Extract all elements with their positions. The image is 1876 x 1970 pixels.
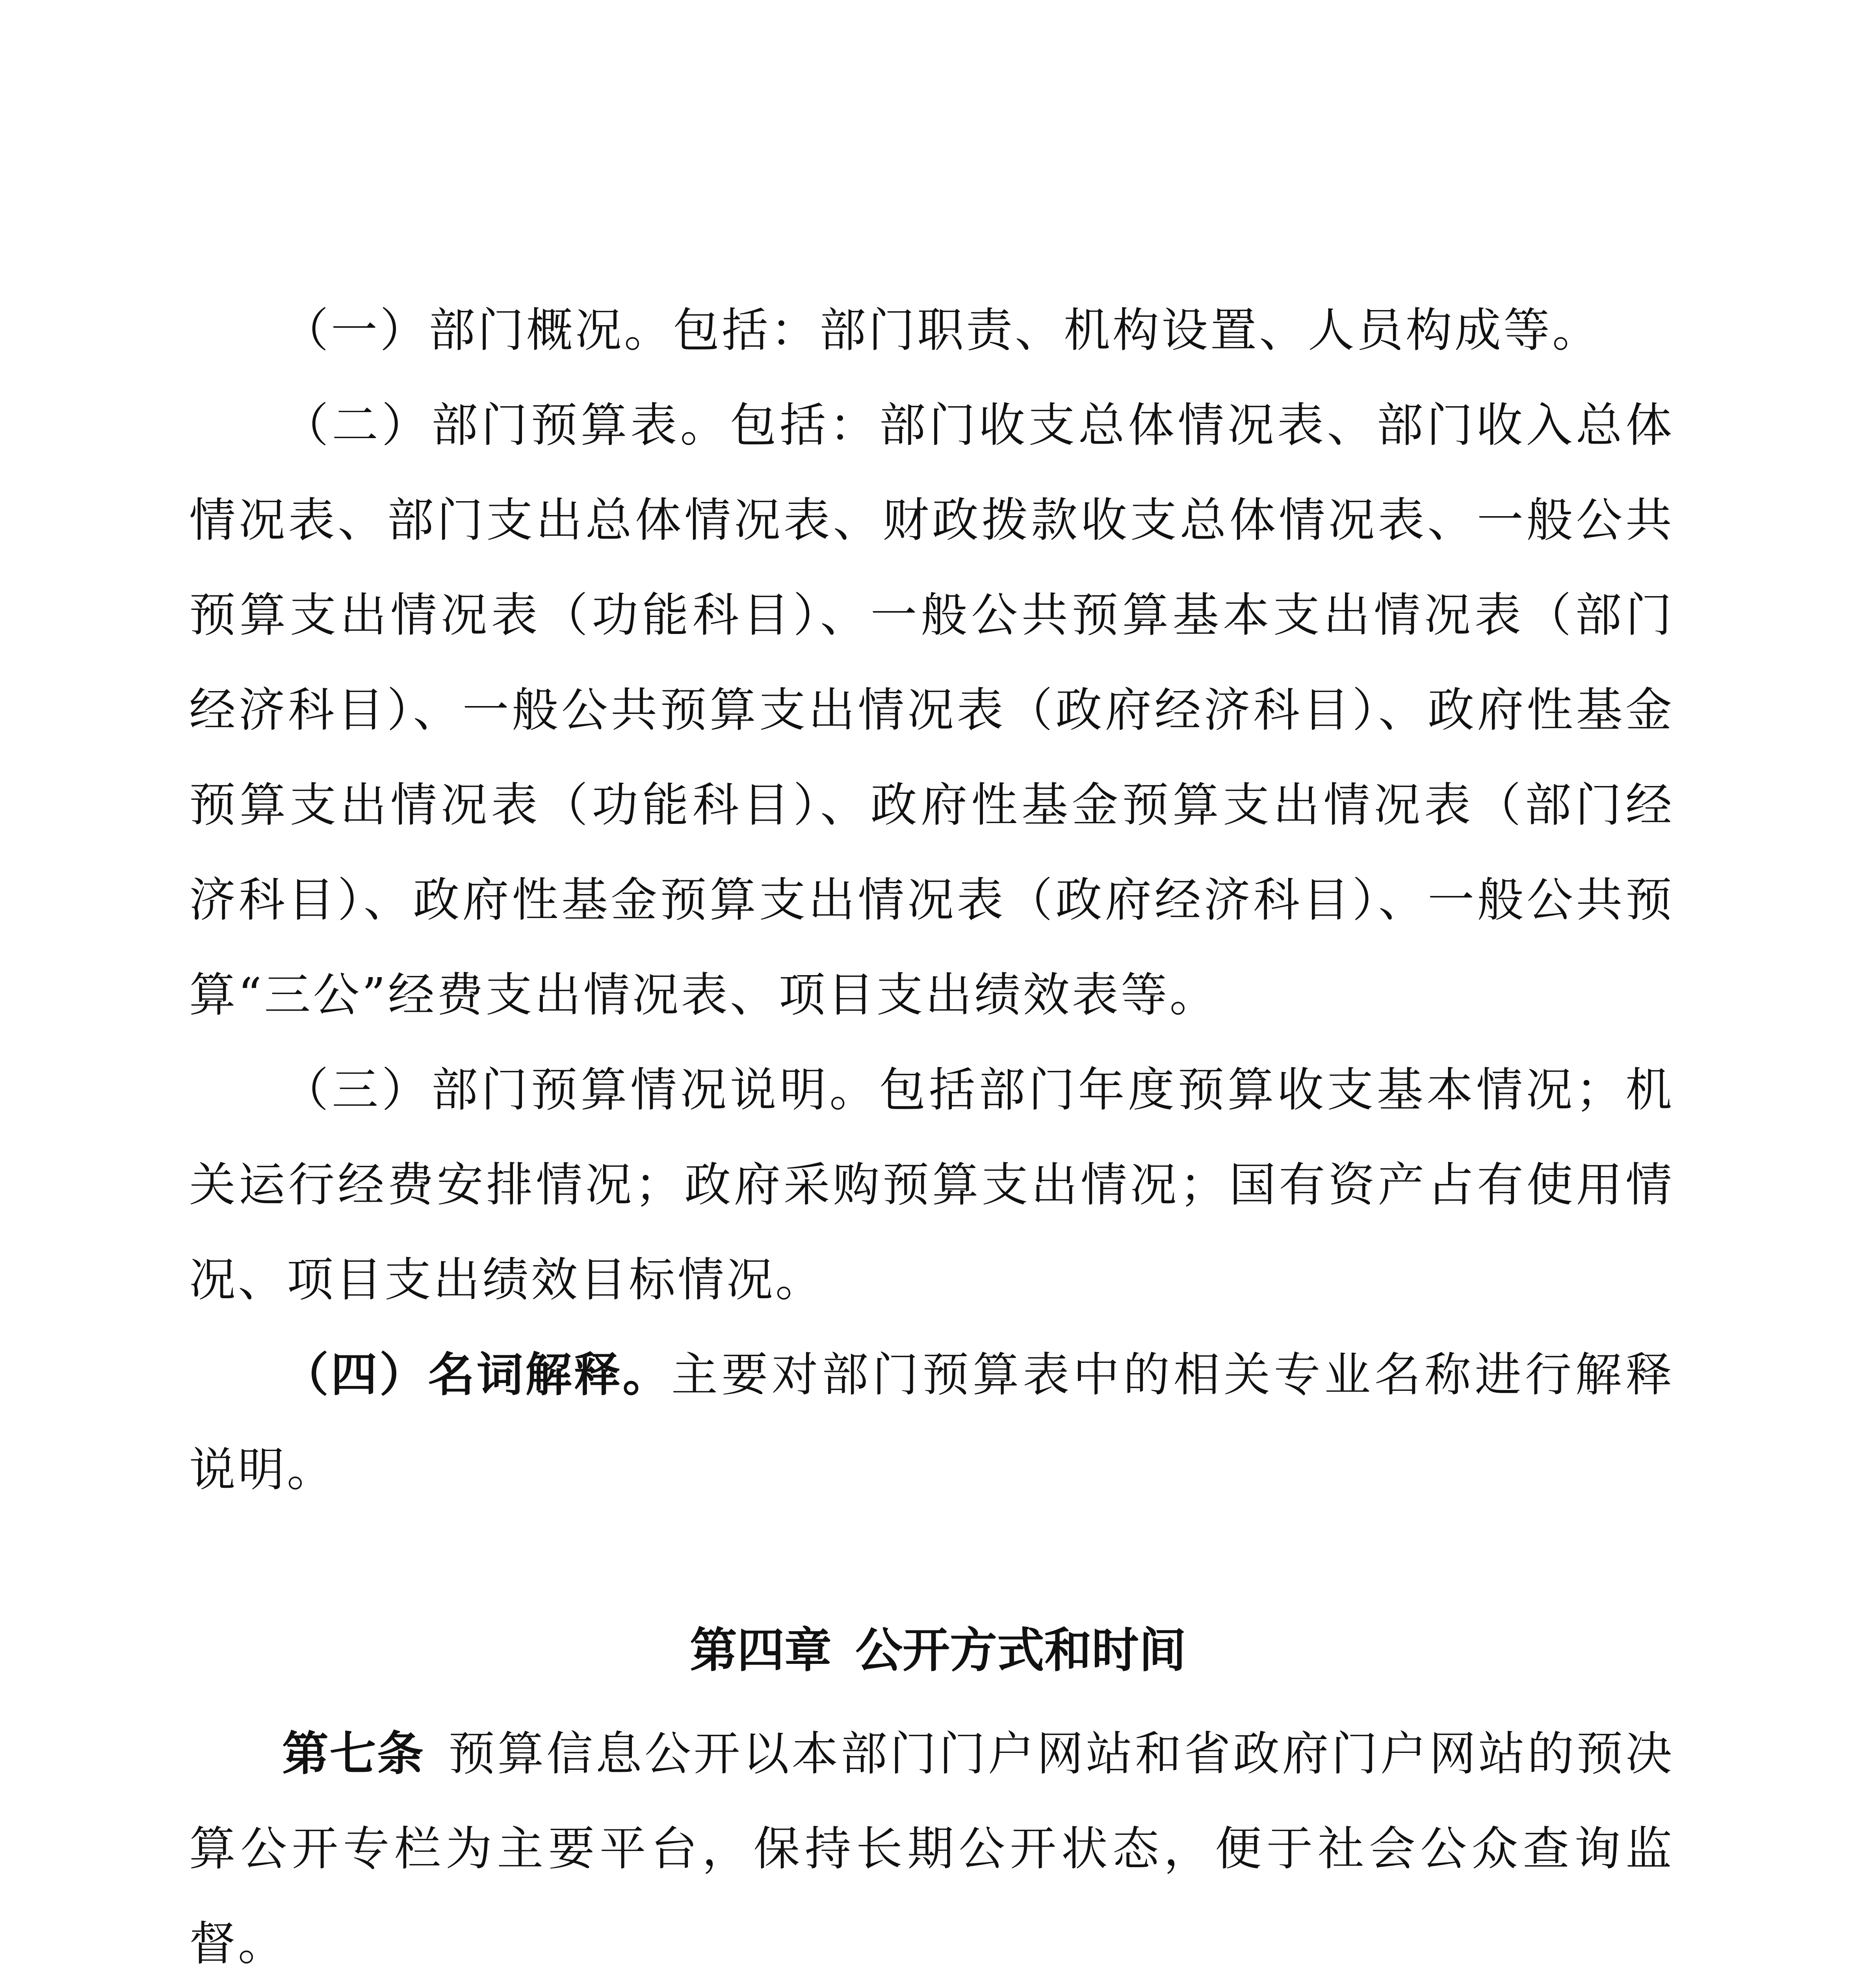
paragraph-label: （四）名词解释。 (282, 1347, 671, 1402)
article-label: 第七条 (282, 1727, 425, 1781)
chapter-heading-4 (0, 1619, 1876, 1682)
chapter-number: 第四章 (690, 1623, 832, 1678)
paragraph-glossary (189, 1327, 1674, 1517)
paragraph-text: （一）部门概况。包括：部门职责、机构设置、人员构成等。 (282, 303, 1601, 357)
paragraph-text: （三）部门预算情况说明。包括部门年度预算收支基本情况；机关运行经费安排情况；政府采购预算支出情况；国有资产占有使用情况、项目支出绩效目标情况。 (189, 1063, 1674, 1307)
chapter-title: 公开方式和时间 (855, 1623, 1186, 1678)
article-text: 预算信息公开以本部门门户网站和省政府门户网站的预决算公开专栏为主要平台，保持长期公开状态，便于社会公众查询监督。 (189, 1727, 1674, 1970)
paragraph-budget-tables (189, 378, 1674, 1043)
paragraph-budget-explanation (189, 1043, 1674, 1327)
paragraph-text: （二）部门预算表。包括：部门收支总体情况表、部门收入总体情况表、部门支出总体情况表、财政拨款收支总体情况表、一般公共预算支出情况表（功能科目）、一般公共预算基本支出情况表（部门经济科目）、一般公共预算支出情况表（政府经济科目）、政府性基金预算支出情况表（功能科目）、政府性基金预算支出情况表（部门经济科目）、政府性基金预算支出情况表（政府经济科目）、一般公共预算“三公”经费支出情况表、项目支出绩效表等。 (189, 398, 1674, 1022)
paragraph-text: 主要对部门预算表中的相关专业名称进行解释说明。 (189, 1347, 1674, 1497)
paragraph-department-overview (189, 283, 1674, 378)
article-7 (189, 1706, 1674, 1970)
